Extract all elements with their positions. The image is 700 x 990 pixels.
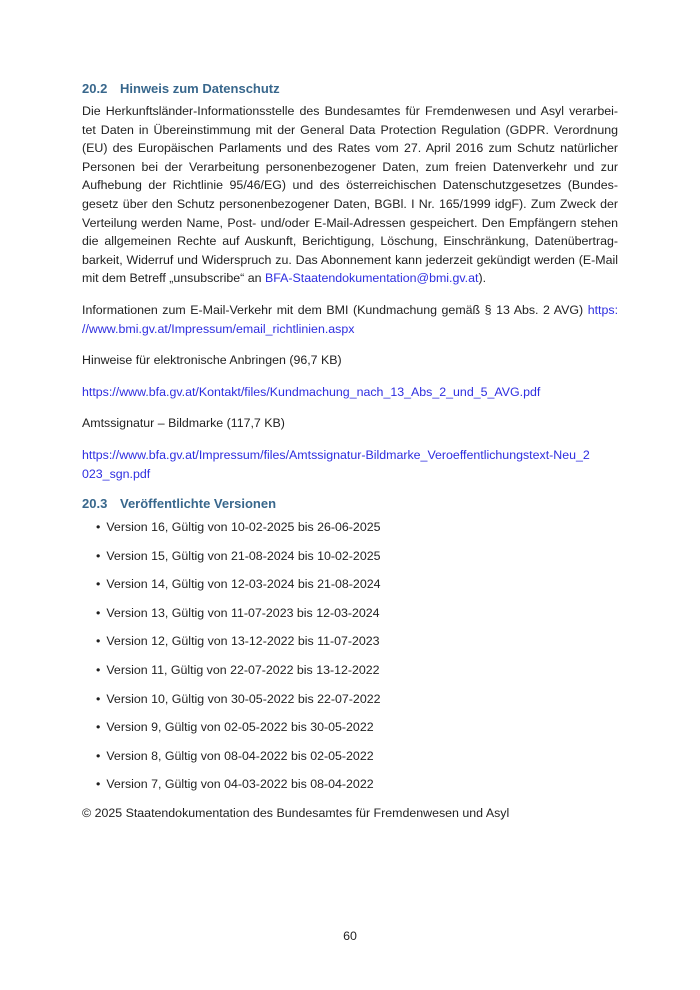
version-text: Version 16, Gültig von 10-02-2025 bis 26-06-2025 <box>106 520 381 535</box>
paragraph-line: Aufhebung der Richtlinie 95/46/EG) und des österreichischen Datenschutzgesetzes (Bundes- <box>82 178 618 193</box>
paragraph-text: Informationen zum E-Mail-Verkehr mit dem BMI (Kundmachung gemäß § 13 Abs. 2 AVG) <box>82 302 584 317</box>
anbringen-label: Hinweise für elektronische Anbringen (96,7 KB) <box>82 353 342 368</box>
paragraph-line <box>82 383 618 402</box>
bmi-info-paragraph <box>82 301 618 338</box>
paragraph-line <box>82 301 618 320</box>
section-number: 20.3 <box>82 496 108 512</box>
section-title: Hinweis zum Datenschutz <box>120 81 280 96</box>
paragraph-line: gesetz über den Schutz personenbezogener Daten, BGBl. I Nr. 165/1999 idgF). Zum Zweck der <box>82 196 618 211</box>
paragraph-line: Personen bei der Verarbeitung personenbezogener Daten, zum freien Datenverkehr und zur <box>82 159 618 174</box>
version-list <box>82 518 618 794</box>
version-text: Version 7, Gültig von 04-03-2022 bis 08-04-2022 <box>106 777 374 792</box>
paragraph-line <box>82 269 618 288</box>
bullet-icon: • <box>96 520 101 535</box>
section-heading-datenschutz <box>82 80 618 98</box>
section-heading-versionen <box>82 495 618 513</box>
kundmachung-pdf-link[interactable]: https://www.bfa.gv.at/Kontakt/files/Kundmachung_nach_13_Abs_2_und_5_AVG.pdf <box>82 384 541 399</box>
list-item <box>96 661 618 680</box>
paragraph-text: ). <box>478 271 487 286</box>
bullet-icon: • <box>96 777 101 792</box>
version-text: Version 11, Gültig von 22-07-2022 bis 13-12-2022 <box>106 663 380 678</box>
list-item <box>96 718 618 737</box>
paragraph-line: Die Herkunftsländer-Informationsstelle des Bundesamtes für Fremdenwesen und Asyl verarbei- <box>82 104 618 118</box>
version-text: Version 8, Gültig von 08-04-2022 bis 02-05-2022 <box>106 748 374 763</box>
list-item <box>96 690 618 709</box>
bmi-email-richtlinien-link[interactable]: //www.bmi.gv.at/Impressum/email_richtlinien.aspx <box>82 321 355 336</box>
paragraph-line: Verteilung werden Name, Post- und/oder E-Mail-Adressen gespeichert. Den Empfängern stehen <box>82 215 618 230</box>
version-text: Version 12, Gültig von 13-12-2022 bis 11-07-2023 <box>106 634 380 649</box>
bullet-icon: • <box>96 577 101 592</box>
version-text: Version 14, Gültig von 12-03-2024 bis 21-08-2024 <box>106 577 381 592</box>
bullet-icon: • <box>96 634 101 649</box>
amtssignatur-link-paragraph <box>82 446 618 483</box>
version-text: Version 10, Gültig von 30-05-2022 bis 22-07-2022 <box>106 691 381 706</box>
paragraph-line <box>82 446 618 465</box>
paragraph-line: tet Daten in Übereinstimmung mit der General Data Protection Regulation (GDPR. Verordnung <box>82 122 618 137</box>
bmi-email-richtlinien-link[interactable]: https: <box>587 302 619 317</box>
bullet-icon: • <box>96 720 101 735</box>
list-item <box>96 775 618 794</box>
email-link[interactable]: BFA-Staatendokumentation@bmi.gv.at <box>264 271 479 286</box>
list-item <box>96 518 618 537</box>
version-text: Version 13, Gültig von 11-07-2023 bis 12-03-2024 <box>106 605 380 620</box>
bullet-icon: • <box>96 663 101 678</box>
bullet-icon: • <box>96 605 101 620</box>
amtssignatur-label: Amtssignatur – Bildmarke (117,7 KB) <box>82 416 285 431</box>
paragraph-text: mit dem Betreff „unsubscribe“ an <box>82 271 265 286</box>
paragraph-line <box>82 320 618 339</box>
paragraph-line: (EU) des Europäischen Parlaments und des Rates vom 27. April 2016 zum Schutz natürlicher <box>82 141 618 156</box>
bullet-icon: • <box>96 748 101 763</box>
section-number: 20.2 <box>82 81 108 96</box>
bullet-icon: • <box>96 548 101 563</box>
version-text: Version 9, Gültig von 02-05-2022 bis 30-05-2022 <box>106 720 374 735</box>
list-item <box>96 575 618 594</box>
paragraph-line <box>82 465 618 484</box>
page-number: 60 <box>343 929 357 943</box>
bullet-icon: • <box>96 691 101 706</box>
paragraph-line: die allgemeinen Rechte auf Auskunft, Berichtigung, Löschung, Einschränkung, Datenübertrag- <box>82 234 618 249</box>
list-item <box>96 604 618 623</box>
paragraph-line: barkeit, Widerruf und Widerspruch zu. Das Abonnement kann jederzeit gekündigt werden (E-Mail <box>82 252 618 267</box>
amtssignatur-pdf-link[interactable]: https://www.bfa.gv.at/Impressum/files/Amtssignatur-Bildmarke_Veroeffentlichungstext-Neu_2 <box>82 447 590 462</box>
page-content <box>82 80 618 823</box>
copyright-line: © 2025 Staatendokumentation des Bundesamtes für Fremdenwesen und Asyl <box>82 806 510 821</box>
list-item <box>96 632 618 651</box>
amtssignatur-pdf-link[interactable]: 023_sgn.pdf <box>82 466 151 481</box>
datenschutz-paragraph <box>82 102 618 288</box>
list-item <box>96 747 618 766</box>
section-title: Veröffentlichte Versionen <box>120 496 277 512</box>
version-text: Version 15, Gültig von 21-08-2024 bis 10-02-2025 <box>106 548 381 563</box>
list-item <box>96 547 618 566</box>
